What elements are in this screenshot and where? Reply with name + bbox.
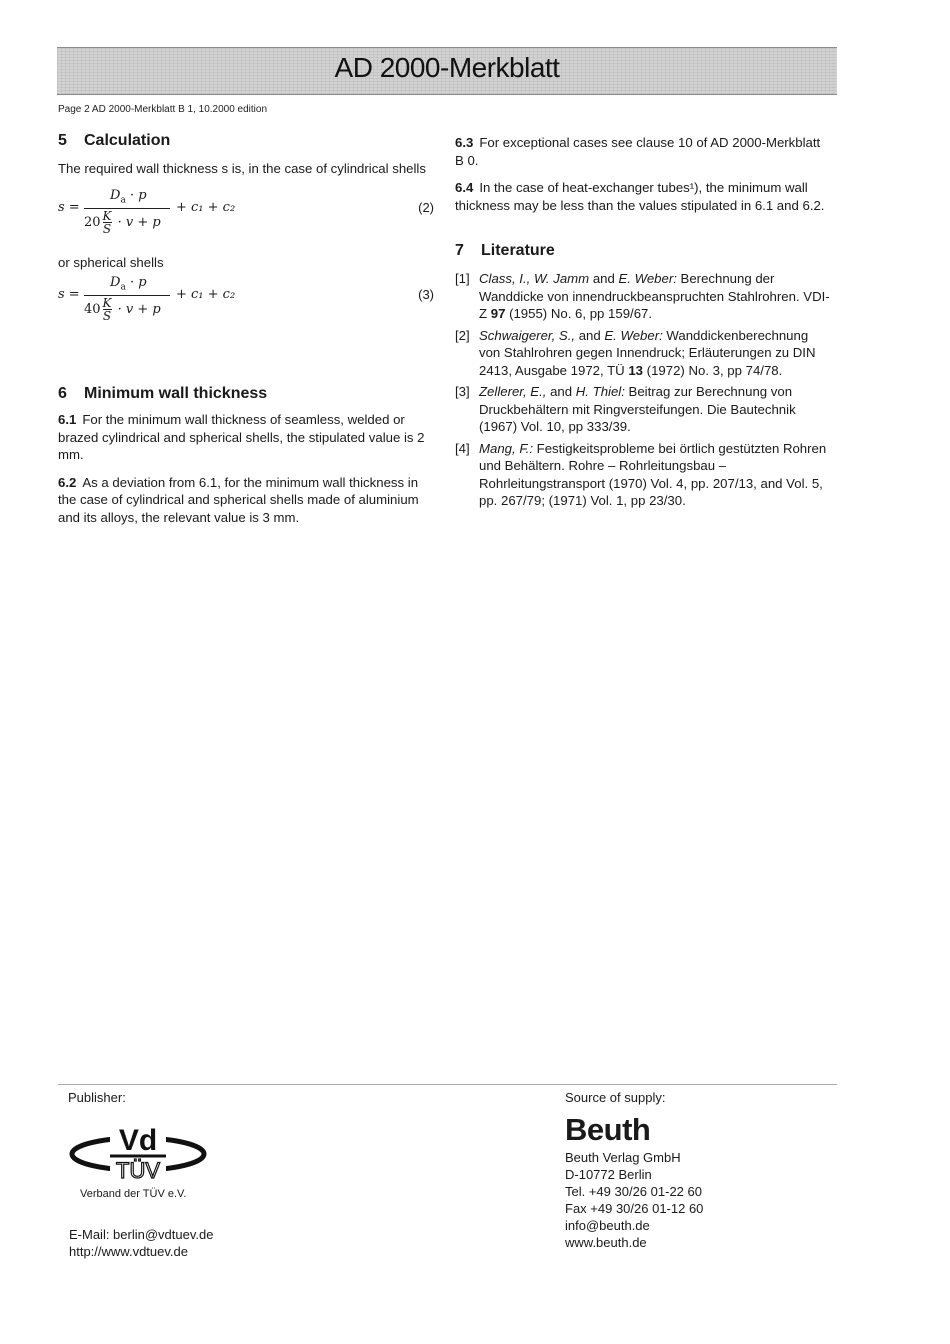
logo-text-tuev: TÜV <box>116 1158 160 1183</box>
right-column <box>455 128 831 514</box>
supply-label: Source of supply: <box>565 1090 666 1105</box>
beuth-contact <box>565 1149 703 1251</box>
clause-6-1: 6.1 For the minimum wall thickness of seamless, welded or brazed cylindrical and spherical shells, the stipulated value is 2 mm. <box>58 412 425 462</box>
literature-item: [3] Zellerer, E., and H. Thiel: Beitrag zur Berechnung von Druckbehältern mit Ringversteifungen. Die Bautechnik (1967) Vol. 10, pp 333/39. <box>455 384 796 434</box>
beuth-email[interactable]: info@beuth.de <box>565 1218 650 1233</box>
publisher-email[interactable]: E-Mail: berlin@vdtuev.de <box>69 1227 214 1242</box>
publisher-contact <box>69 1226 213 1260</box>
header-banner <box>57 47 837 95</box>
left-column <box>58 128 434 526</box>
beuth-name: Beuth Verlag GmbH <box>565 1150 681 1165</box>
logo-caption: Verband der TÜV e.V. <box>80 1188 187 1200</box>
equation-2: s = $D_a \cdot p$ 20 $\frac{K}{S}$ · v + p + c₁ + c₂ (2) <box>58 187 434 236</box>
publisher-website[interactable]: http://www.vdtuev.de <box>69 1244 188 1259</box>
clause-6-4: 6.4 In the case of heat-exchanger tubes¹), the minimum wall thickness may be less than the values stipulated in 6.1 and 6.2. <box>455 180 825 213</box>
literature-item: [2] Schwaigerer, S., and E. Weber: Wanddickenberechnung von Stahlrohren gegen Innendruck; Erläuterungen zu DIN 2413, Ausgabe 1972, TÜ 13 (1972) No. 3, pp 74/78. <box>455 327 816 378</box>
beuth-logo: Beuth <box>565 1112 651 1147</box>
literature-list <box>455 270 831 510</box>
equation-3: s = $D_a \cdot p$ 40 $\frac{K}{S}$ · v + p + c₁ + c₂ (3) <box>58 275 434 323</box>
logo-text-vd: Vd <box>118 1124 158 1157</box>
page-reference: Page 2 AD 2000-Merkblatt B 1, 10.2000 edition <box>58 104 268 115</box>
clause-6-3: 6.3 For exceptional cases see clause 10 of AD 2000-Merkblatt B 0. <box>455 135 821 168</box>
section-5-heading: 5 Calculation <box>58 132 171 149</box>
vdtuev-logo <box>68 1116 208 1191</box>
beuth-website[interactable]: www.beuth.de <box>565 1235 647 1250</box>
literature-item: [4] Mang, F.: Festigkeitsprobleme bei örtlich gestützten Rohren und Behältern. Rohre – Rohrleitungsbau – Rohrleitungstransport (1970) Vol. 4, pp. 207/13, and Vol. 5, pp. 267/79; (1971) Vol. 1, pp 23/30. <box>455 440 827 508</box>
section-6-heading: 6 Minimum wall thickness <box>58 385 268 402</box>
beuth-fax: Fax +49 30/26 01-12 60 <box>565 1201 704 1216</box>
footer-divider <box>58 1084 837 1085</box>
beuth-tel: Tel. +49 30/26 01-22 60 <box>565 1184 702 1199</box>
publisher-label: Publisher: <box>68 1090 126 1105</box>
beuth-city: D-10772 Berlin <box>565 1167 652 1182</box>
literature-item: [1] Class, I., W. Jamm and E. Weber: Berechnung der Wanddicke von innendruckbeanspruchten Stahlrohren. VDI-Z 97 (1955) No. 6, pp 159/67. <box>455 271 830 321</box>
spherical-shells-text: or spherical shells <box>58 254 164 270</box>
section-7-heading: 7 Literature <box>455 242 555 259</box>
calculation-intro: The required wall thickness s is, in the case of cylindrical shells <box>58 161 426 176</box>
clause-6-2: 6.2 As a deviation from 6.1, for the minimum wall thickness in the case of cylindrical and spherical shells made of aluminium and its alloys, the relevant value is 3 mm. <box>58 474 419 525</box>
document-title: AD 2000-Merkblatt <box>334 52 560 83</box>
